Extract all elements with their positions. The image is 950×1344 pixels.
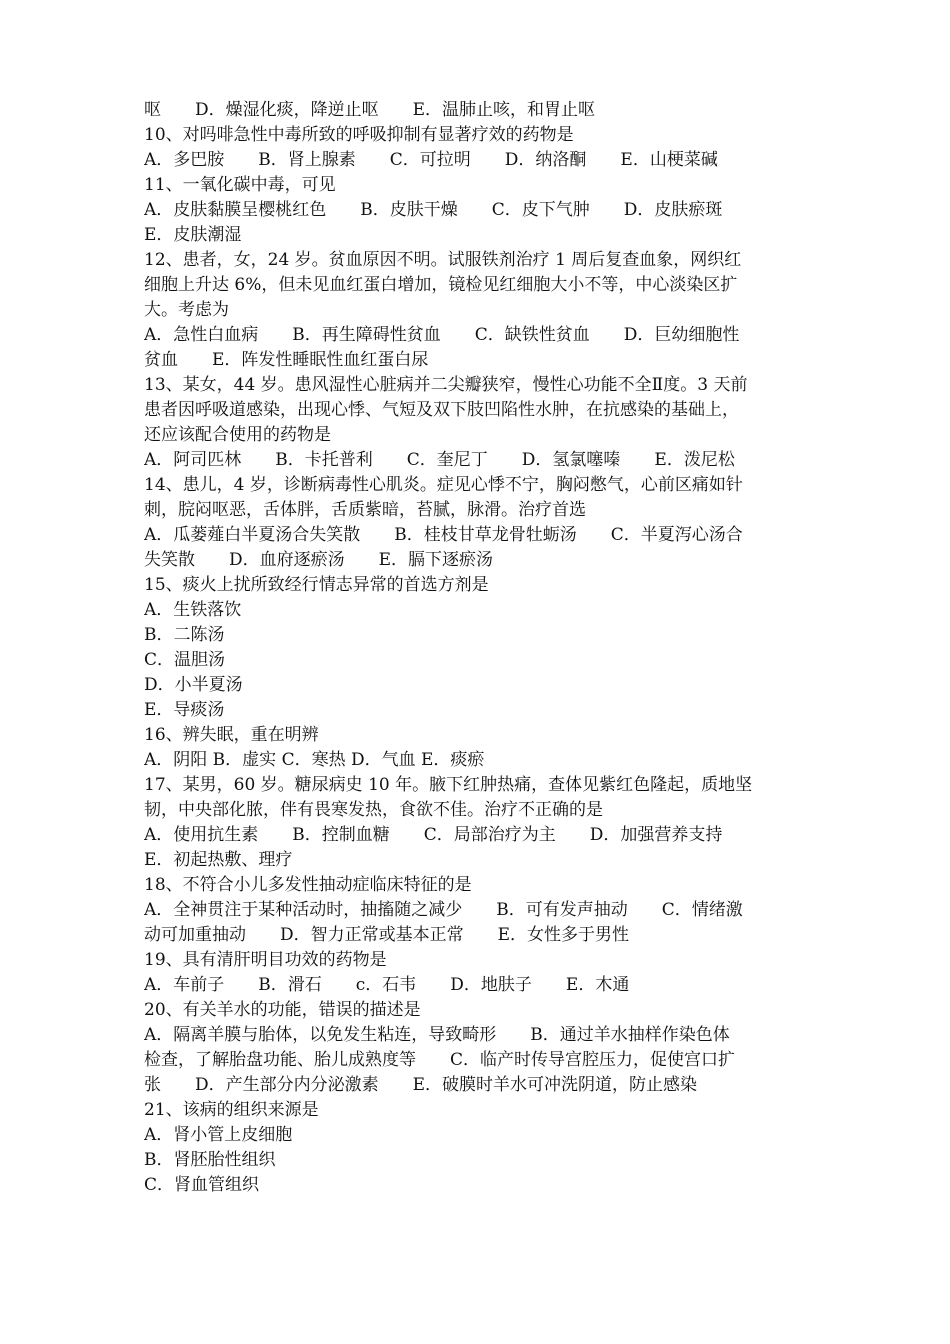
option-15-a: A．生铁落饮	[144, 600, 242, 620]
question-12-cont: 大。考虑为	[144, 300, 229, 320]
options-14-cont: 失笑散 D．血府逐瘀汤 E．膈下逐瘀汤	[144, 550, 494, 570]
options-12: A．急性白血病 B．再生障碍性贫血 C．缺铁性贫血 D．巨幼细胞性	[144, 325, 740, 345]
question-19: 19、具有清肝明目功效的药物是	[144, 950, 387, 970]
option-15-e: E．导痰汤	[144, 700, 225, 720]
options-20: A．隔离羊膜与胎体，以免发生粘连，导致畸形 B．通过羊水抽样作染色体	[144, 1025, 730, 1045]
options-20-cont: 张 D．产生部分内分泌激素 E．破膜时羊水可冲洗阴道，防止感染	[144, 1075, 698, 1095]
option-21-a: A．肾小管上皮细胞	[144, 1125, 293, 1145]
options-18: A．全神贯注于某种活动时，抽搐随之减少 B．可有发声抽动 C．情绪激	[144, 900, 743, 920]
option-21-b: B．肾胚胎性组织	[144, 1150, 276, 1170]
question-17-cont: 韧，中央部化脓，伴有畏寒发热，食欲不佳。治疗不正确的是	[144, 800, 603, 820]
question-13: 13、某女，44 岁。患风湿性心脏病并二尖瓣狭窄，慢性心功能不全Ⅱ度。3 天前	[144, 375, 748, 395]
option-15-b: B．二陈汤	[144, 625, 225, 645]
option-15-d: D．小半夏汤	[144, 675, 243, 695]
options-14: A．瓜蒌薤白半夏汤合失笑散 B．桂枝甘草龙骨牡蛎汤 C．半夏泻心汤合	[144, 525, 743, 545]
question-20: 20、有关羊水的功能，错误的描述是	[144, 1000, 421, 1020]
question-10: 10、对吗啡急性中毒所致的呼吸抑制有显著疗效的药物是	[144, 125, 574, 145]
options-12-cont: 贫血 E．阵发性睡眠性血红蛋白尿	[144, 350, 429, 370]
question-12-cont: 细胞上升达 6%，但未见血红蛋白增加，镜检见红细胞大小不等，中心淡染区扩	[144, 275, 738, 295]
options-13: A．阿司匹林 B．卡托普利 C．奎尼丁 D．氢氯噻嗪 E．泼尼松	[144, 450, 735, 470]
options-11: A．皮肤黏膜呈樱桃红色 B．皮肤干燥 C．皮下气肿 D．皮肤瘀斑	[144, 200, 723, 220]
question-13-cont: 还应该配合使用的药物是	[144, 425, 331, 445]
options-10: A．多巴胺 B．肾上腺素 C．可拉明 D．纳洛酮 E．山梗菜碱	[144, 150, 718, 170]
options-20-cont: 检查，了解胎盘功能、胎儿成熟度等 C．临产时传导宫腔压力，促使宫口扩	[144, 1050, 736, 1070]
options-11-cont: E．皮肤潮湿	[144, 225, 242, 245]
options-17: A．使用抗生素 B．控制血糖 C．局部治疗为主 D．加强营养支持	[144, 825, 723, 845]
question-17: 17、某男，60 岁。糖尿病史 10 年。腋下红肿热痛，查体见紫红色隆起，质地坚	[144, 775, 753, 795]
question-11: 11、一氧化碳中毒，可见	[144, 175, 336, 195]
question-14-cont: 刺，脘闷呕恶，舌体胖，舌质紫暗，苔腻，脉滑。治疗首选	[144, 500, 586, 520]
question-12: 12、患者，女，24 岁。贫血原因不明。试服铁剂治疗 1 周后复查血象，网织红	[144, 250, 742, 270]
question-14: 14、患儿，4 岁，诊断病毒性心肌炎。症见心悸不宁，胸闷憋气，心前区痛如针	[144, 475, 743, 495]
option-21-c: C．肾血管组织	[144, 1175, 260, 1195]
document-body	[144, 98, 812, 1198]
option-15-c: C．温胆汤	[144, 650, 226, 670]
question-18: 18、不符合小儿多发性抽动症临床特征的是	[144, 875, 472, 895]
text-line: 呕 D．燥湿化痰，降逆止呕 E．温肺止咳，和胃止呕	[144, 100, 596, 120]
options-18-cont: 动可加重抽动 D．智力正常或基本正常 E．女性多于男性	[144, 925, 630, 945]
options-19: A．车前子 B．滑石 c．石韦 D．地肤子 E．木通	[144, 975, 630, 995]
options-17-cont: E．初起热敷、理疗	[144, 850, 293, 870]
question-21: 21、该病的组织来源是	[144, 1100, 319, 1120]
question-13-cont: 患者因呼吸道感染，出现心悸、气短及双下肢凹陷性水肿，在抗感染的基础上，	[144, 400, 739, 420]
question-16: 16、辨失眠，重在明辨	[144, 725, 319, 745]
question-15: 15、痰火上扰所致经行情志异常的首选方剂是	[144, 575, 489, 595]
options-16: A．阴阳 B．虚实 C．寒热 D．气血 E．痰瘀	[144, 750, 485, 770]
